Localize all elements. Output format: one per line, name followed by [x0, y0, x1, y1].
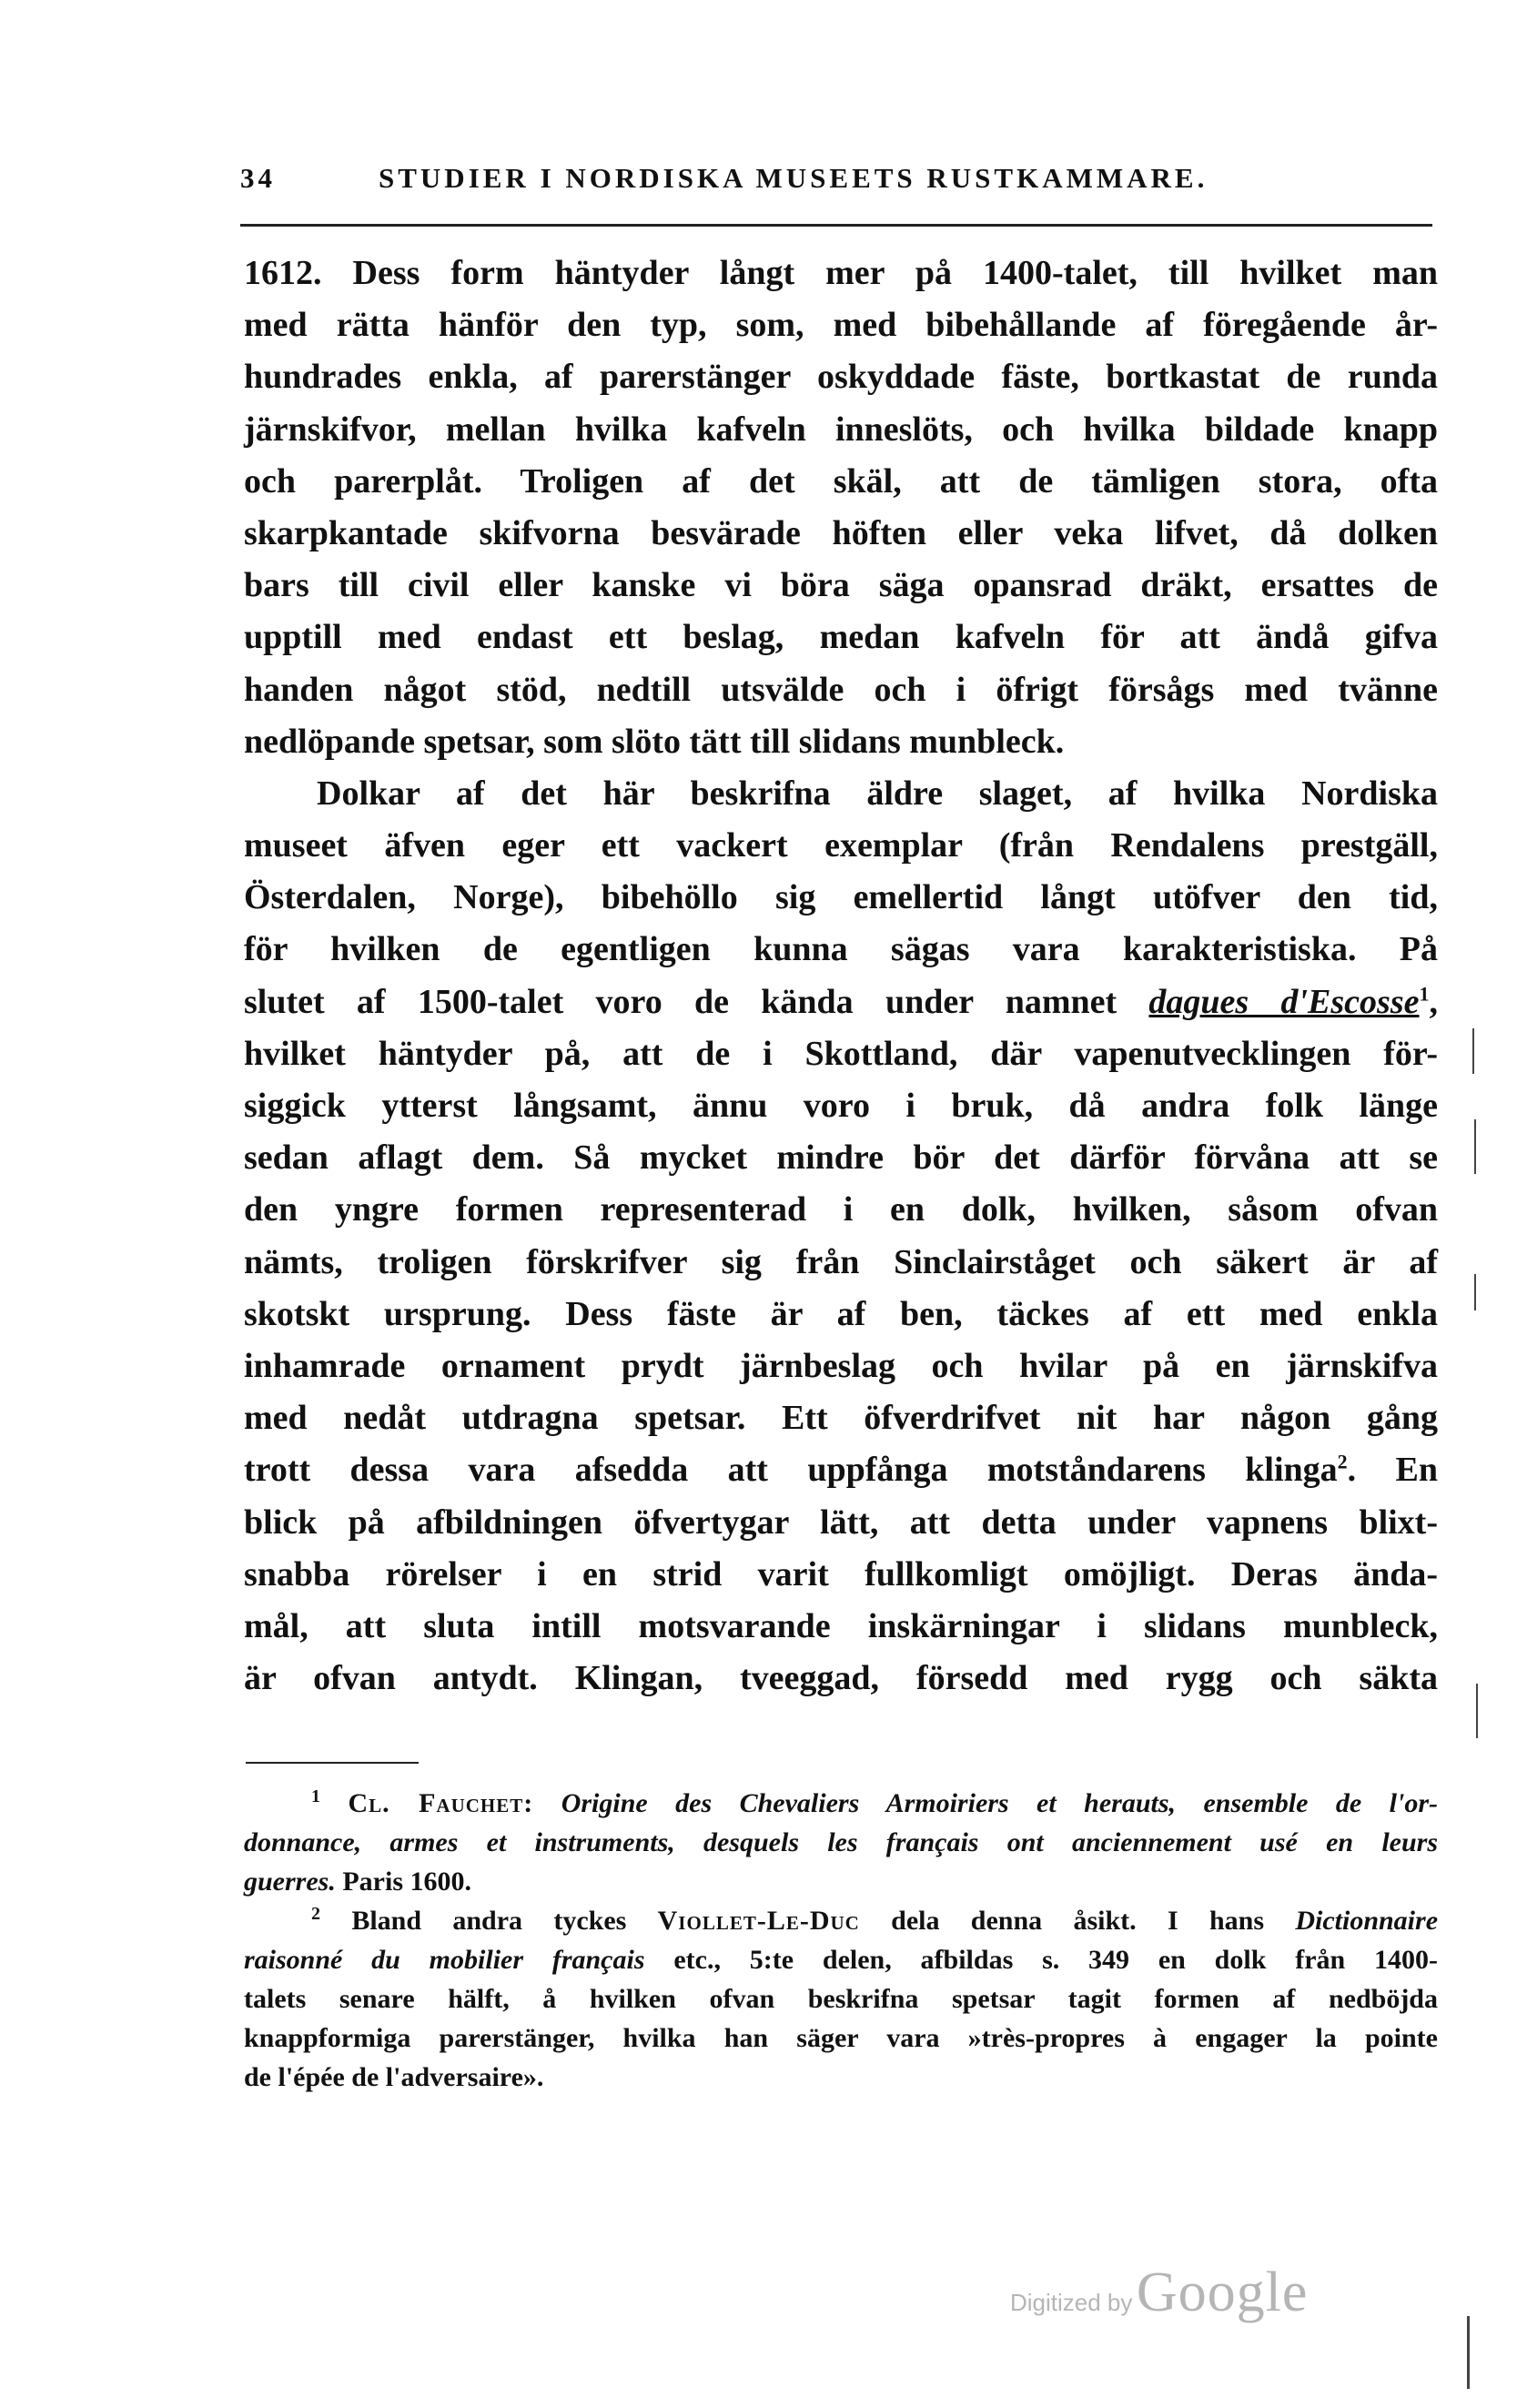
text-line: Österdalen, Norge), bibehöllo sig emellertid långt utöfver den tid,: [244, 878, 1438, 917]
google-logo: Google: [1136, 2261, 1309, 2323]
text-line: järnskifvor, mellan hvilka kafveln inneslöts, och hvilka bildade knapp: [244, 410, 1438, 449]
footnote-1: [244, 1784, 1438, 1823]
google-watermark: [1010, 2261, 1308, 2325]
text-line: skarpkantade skifvorna besvärade höften eller veka lifvet, då dolken: [244, 513, 1438, 552]
line-text: slutet af 1500-talet voro de kända under namnet: [244, 982, 1149, 1021]
text-line: Dolkar af det här beskrifna äldre slaget, af hvilka Nordiska: [317, 774, 1438, 813]
text-line: och parerplåt. Troligen af det skäl, att de tämligen stora, ofta: [244, 461, 1438, 501]
footnote-1-cont: [244, 1823, 1438, 1862]
body-text: [244, 248, 1438, 1705]
footnote-2: [244, 1901, 1438, 1940]
text-line: sedan aflagt dem. Så mycket mindre bör det därför förvåna att se: [244, 1138, 1438, 1178]
footnote-place: Paris 1600.: [342, 1867, 471, 1897]
text-line: siggick ytterst långsamt, ännu voro i bruk, då andra folk länge: [244, 1087, 1438, 1125]
scan-artifact: [1467, 2316, 1470, 2389]
text-line: den yngre formen representerad i en dolk, hvilken, såsom ofvan: [244, 1190, 1438, 1229]
text-line: inhamrade ornament prydt järnbeslag och hvilar på en järnskifva: [244, 1346, 1438, 1385]
text-line: handen något stöd, nedtill utsvälde och i öfrigt försågs med tvänne: [244, 670, 1438, 709]
text-line: är ofvan antydt. Klingan, tveeggad, försedd med rygg och säkta: [244, 1659, 1438, 1698]
text-line: nämts, troligen förskrifver sig från Sinclairståget och säkert är af: [244, 1242, 1438, 1281]
footnotes: [244, 1784, 1438, 2097]
text-line: med rätta hänför den typ, som, med bibehållande af föregående år-: [244, 306, 1438, 345]
scan-artifact: [1472, 1028, 1474, 1074]
footnote-1-end: [244, 1862, 1438, 1901]
text-line: skotskt ursprung. Dess fäste är af ben, täckes af ett med enkla: [244, 1294, 1438, 1333]
text-line: för hvilken de egentligen kunna sägas vara karakteristiska. På: [244, 930, 1438, 969]
scan-artifact: [1474, 1119, 1476, 1174]
dagues-term: dagues d'Escosse: [1148, 982, 1420, 1021]
line-tail: . En: [1347, 1451, 1438, 1490]
line-text: trott dessa vara afsedda att uppfånga motståndarens klinga: [244, 1451, 1338, 1490]
footnote-mark: 1: [311, 1786, 320, 1806]
running-title: STUDIER I NORDISKA MUSEETS RUSTKAMMARE.: [379, 162, 1209, 194]
footnote-title: raisonné du mobilier français: [244, 1945, 645, 1975]
text-line: bars till civil eller kanske vi böra säga opansrad dräkt, ersattes de: [244, 566, 1438, 605]
text-line: mål, att sluta intill motsvarande inskärningar i slidans munbleck,: [244, 1606, 1438, 1645]
footnote-author: Cl. Fauchet:: [348, 1788, 534, 1818]
footnote-text: etc., 5:te delen, afbildas s. 349 en dolk från 1400-: [673, 1945, 1439, 1975]
footnote-2-cont: [244, 1940, 1438, 1979]
scan-artifact: [1476, 1684, 1478, 1738]
text-line: hvilket häntyder på, att de i Skottland, där vapenutvecklingen för-: [244, 1034, 1438, 1073]
line-punct: ,: [1429, 982, 1438, 1021]
footnote-text: Bland andra tyckes: [351, 1906, 627, 1936]
text-line: museet äfven eger ett vackert exemplar (från Rendalens prestgäll,: [244, 826, 1438, 865]
text-line: 1612. Dess form häntyder långt mer på 1400-talet, till hvilket man: [244, 254, 1438, 292]
page-number: 34: [240, 162, 276, 194]
footnote-2-end: de l'épée de l'adversaire».: [244, 2062, 544, 2092]
text-line: upptill med endast ett beslag, medan kafveln för att ändå gifva: [244, 618, 1438, 657]
text-line: med nedåt utdragna spetsar. Ett öfverdrifvet nit har någon gång: [244, 1399, 1438, 1438]
text-line: blick på afbildningen öfvertygar lätt, att detta under vapnens blixt-: [244, 1502, 1438, 1542]
text-line: nedlöpande spetsar, som slöto tätt till slidans munbleck.: [244, 722, 1065, 761]
footnote-ref-1[interactable]: 1: [1419, 981, 1430, 1005]
text-line: snabba rörelser i en strid varit fullkomligt omöjligt. Deras ända-: [244, 1554, 1438, 1594]
scan-artifact: [1474, 1274, 1476, 1310]
text-line-with-footnote: [244, 1444, 1438, 1496]
footnote-author: Viollet-Le-Duc: [657, 1906, 860, 1936]
footnote-title: guerres.: [244, 1867, 336, 1897]
footnote-ref-2[interactable]: 2: [1337, 1450, 1348, 1473]
footnote-mark: 2: [311, 1904, 320, 1924]
text-line-with-footnote: [244, 976, 1438, 1028]
footnote-2-cont: talets senare hälft, å hvilken ofvan beskrifna spetsar tagit formen af nedböjda: [244, 1984, 1438, 2014]
footnote-title: donnance, armes et instruments, desquels les français ont anciennement usé en leurs: [244, 1827, 1438, 1857]
footnote-2-cont: knappformiga parerstänger, hvilka han säger vara »très-propres à engager la pointe: [244, 2023, 1438, 2053]
footnote-title: Dictionnaire: [1295, 1906, 1439, 1936]
footnote-title: Origine des Chevaliers Armoiriers et herauts, ensemble de l'or-: [561, 1788, 1438, 1818]
text-line: hundrades enkla, af parerstänger oskyddade fäste, bortkastat de runda: [244, 358, 1438, 397]
footnote-rule: [246, 1762, 419, 1764]
digitized-by-text: Digitized by: [1010, 2289, 1133, 2316]
header-rule: [240, 224, 1432, 227]
footnote-text: dela denna åsikt. I hans: [891, 1906, 1265, 1936]
